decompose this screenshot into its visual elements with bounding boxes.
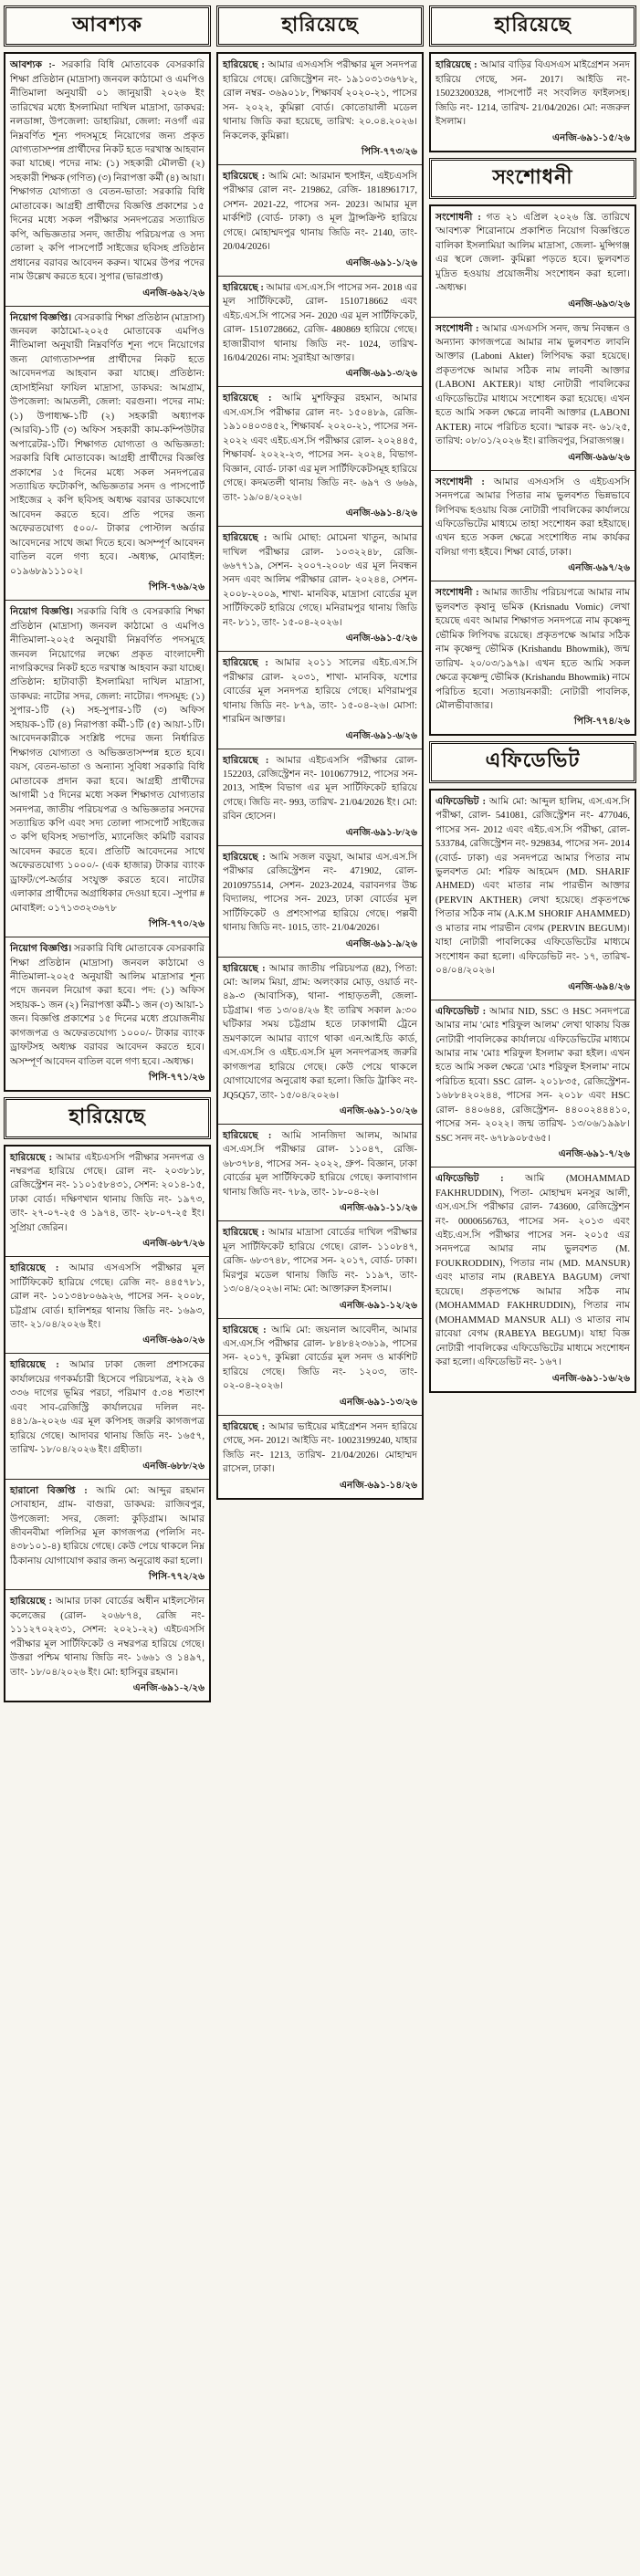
notice [431,206,635,317]
notice-body: আমার এসএসসি পরীক্ষার মূল সনদপত্র হারিয়ে গেছে। রেজিস্ট্রেশন নং- ১৯১০৩১৩৬৭৮২, রোল নম্বর- ৩৬৯০১৮, শিক্ষাবর্ষ ২০২০-২১, পাসের সন- ২০২২, কুমিল্লা বোর্ড। কোতোয়ালী মডেল থানায় জিডি করা হয়েছে, তারিখ: ২০.০৪.২০২৬। নিকলেক, কুমিল্লা। [223,60,417,141]
notice [218,386,422,526]
notice [431,470,635,581]
notice-text [10,1484,205,1569]
notice-text [223,1324,417,1394]
notice-text [435,586,630,713]
notice-body: আমার বাড়ির বিএসএস মাইগ্রেশন সনদ হারিয়ে গেছে, সন- 2017। আইডি নং- 15023200328, পাসপোর্ট নং সংবলিত ফাইলসহ। জিডি নং- 1214, তারিখ- 21/04/2026। মো: নজরুল ইসলাম। [435,60,630,128]
notice-lead: হারিয়েছে : [10,1152,53,1163]
section-header [429,5,636,47]
notice [5,1353,209,1478]
notice-body: বেসরকারি শিক্ষা প্রতিষ্ঠান (মাদ্রাসা) জনবল কাঠামো-২০২৫ মোতাবেক এমপিও নীতিমালা অনুযায়ী নিম্নবর্ণিত শূন্য পদে নিয়োগের জন্য যোগ্যতাসম্পন্ন প্রার্থীদের নিকট হতে আবেদনপত্র আহবান করা যাচ্ছে। প্রতিষ্ঠান: হোসাইনিয়া ফাযিল মাদ্রাসা, ডাকঘর: আমগ্রাম, উপজেলা: আমতলী, জেলা: বরগুনা। পদের নাম: (১) উপাধ্যক্ষ-১টি (২) সহকারী অধ্যাপক (আরবি)-১টি (৩) অফিস সহকারী কাম-কম্পিউটার অপারেটর-১টি। শিক্ষাগত যোগ্যতা ও অভিজ্ঞতা: সরকারি বিধি মোতাবেক। আগ্রহী প্রার্থীদের বিজ্ঞপ্তি প্রকাশের ১৫ দিনের মধ্যে সকল সনদপত্রের সত্যায়িত ফটোকপি, অভিজ্ঞতার সনদ ও পাসপোর্ট সাইজের ২ কপি ছবিসহ অধ্যক্ষ বরাবর ডাকযোগে আবেদন করতে হবে। প্রতি পদের জন্য অফেরতযোগ্য ৫০০/- টাকার পোস্টাল অর্ডার আবেদনের সাথে জমা দিতে হবে। অসম্পূর্ণ আবেদন বাতিল বলে গণ্য হবে। -অধ্যক্ষ, মোবাইল: ০১৯৬৮৯১১১০২। [10,312,205,577]
column-3 [429,5,636,1393]
notice-code: এনজি-৬৮৮/২৬ [142,1461,205,1471]
notice-code: এনজি-৬৯১-১/২৬ [345,257,417,268]
notice-lead: হারিয়েছে : [223,172,266,183]
notice-lead: এফিডেভিট : [435,1006,487,1017]
section-header [4,1097,211,1138]
notice-body: আমি মুশফিকুর রহমান, আমার এস.এস.সি পরীক্ষার রোল নং- ১৫০৪৮৯, রেজি- ১৯১০৪০৩৪৫২, শিক্ষাবর্ষ- ২০২০-২১, পাসের সন- ২০২২ এবং এইচ.এস.সি পরীক্ষার রোল- ২০২৪৪৫, শিক্ষাবর্ষ- ২০২২-২৩, পাসের সন- ২০২৪, বিভাগ- বিজ্ঞান, বোর্ড- ঢাকা এর মূল সার্টিফিকেটসমূহ হারিয়ে গেছে। কদমতলী থানায় জিডি নং- ৬৯৭ ও ৬৬৯, তাং- ১৯/০৪/২০২৬। [223,393,417,503]
notice-text [10,311,205,580]
notice-body: আমার ঢাকা বোর্ডের অধীন মাইলস্টোন কলেজের (রোল- ২০৬৮৭৪, রেজি নং- ১১১২৭০২২৩১, সেশন: ২০২১-২২) এইচএসসি পরীক্ষার মূল সার্টিফিকেট ও নম্বরপত্র হারিয়ে গেছে। উত্তরা পশ্চিম থানায় জিডি নং- ১৬৬১ ও ১৪৯৭, তাং- ১৮/০৪/২০২৬ ইং। মো: হাসিবুর রহমান। [10,1597,205,1678]
column-2 [216,5,424,1500]
notice-code: এনজি-৬৯১-১৬/২৬ [551,1373,630,1384]
notice-lead: হারিয়েছে : [223,852,266,863]
notice-body: আমার NID, SSC ও HSC সনদপত্রে আমার নাম 'মোঃ শরিফুল আলম' লেখা থাকায় বিজ্ঞ নোটারী পাবলিকের কার্যালয়ে এফিডেভিটের মাধ্যমে আমার নাম 'মোঃ শরিফুল ইসলাম' করা হইল। এখন হতে আমি সকল ক্ষেত্রে 'মোঃ শরিফুল ইসলাম' নামে পরিচিত হবো। SSC রোল- ২০১৮৩৫, রেজিস্ট্রেশন- ১৬৮৮৪২০২৪৪, পাসের সন- ২০১৮ এবং HSC রোল- ৪৪০৬৪৪, রেজিস্ট্রেশন- ৪৪০০২৪৪৪১০, পাসের সন- ২০২২। জন্ম তারিখ- ১৩/০৬/১৯৯৮। SSC সনদ নং- ৬৭৮৯০৮৫৬৫। [435,1006,630,1144]
notice [218,1415,422,1498]
notice-lead: হারিয়েছে : [10,1360,59,1371]
notice-text [10,1358,205,1457]
notice-lead: নিয়োগ বিজ্ঞপ্তি। [10,944,72,955]
notice-code: এনজি-৬৯১-১০/২৬ [339,1106,417,1117]
notice-lead: হারিয়েছে : [223,1325,267,1335]
notice-body: আমি সজল বড়ুয়া, আমার এস.এস.সি পরীক্ষার রেজিস্ট্রেশন নং- 471902, রোল- 2010975514, সেশন- 2023-2024, বরাবনগর উচ্চ বিদ্যালয়, পাসের সন- 2023, ঢাকা বোর্ডের মূল সার্টিফিকেট ও প্রশংসাপত্র হারিয়ে গেছে। পল্লবী থানায় জিডি নং- 1015, তাং- 21/04/2026। [223,852,417,934]
notice-lead: হারিয়েছে : [223,755,269,766]
notice-text [435,58,630,129]
notice [218,749,422,845]
notice-body: আমি মো: আরমান হুসাইন, এইচএসসি পরীক্ষার রোল নং- 219862, রেজি- 1818961717, সেশন- 2021-22, পাসের সন- 2023। আমার মূল মার্কশিট (বোর্ড- ঢাকা) ও মূল ট্রান্সক্রিপ্ট হারিয়ে গেছে। মোহাম্মদপুর থানায় জিডি নং- 2140, তাং- 20/04/2026। [223,172,417,253]
notice-group [429,52,636,152]
notice-body: আমি মো: জয়নাল আবেদীন, আমার এস.এস.সি পরীক্ষার রোল- ৮৪৮৪২৩৬১৯, পাসের সন- ২০১৭, কুমিল্লা বোর্ডের মূল সনদ ও মার্কশিট হারিয়ে গেছে। জিডি নং- ১২০৩, তাং- ০২-০৪-২০২৬। [223,1325,417,1392]
notice [218,957,422,1125]
notice-text [435,211,630,296]
notice-code: পিসি-৭৭২/২৬ [148,1572,205,1583]
notice [5,1589,209,1701]
notice-lead: নিয়োগ বিজ্ঞপ্তি। [10,607,74,618]
notice-code: এনজি-৬৯১-৩/২৬ [345,369,417,380]
notice [5,306,209,601]
notice-text [435,1005,630,1147]
notice-code: এনজি-৬৯১-৮/২৬ [345,827,417,838]
notice-text [223,1129,417,1199]
notice-body: আমার মাদ্রাসা বোর্ডের দাখিল পরীক্ষার মূল সার্টিফিকেট হারিয়ে গেছে। রোল- ১১০৮৪৭, রেজি- ৬৮৩৭৪৮, পাসের সন- ২০১৭, বোর্ড- ঢাকা। মিরপুর মডেল থানায় জিডি নং- ১১৯৭, তাং- ১৩/০৪/২০২৬। নাম: মো: আক্তারুল ইসলাম। [223,1228,417,1295]
notice-group [429,204,636,737]
notice-lead: হারিয়েছে : [10,1263,59,1274]
notice-lead: হারিয়েছে : [223,393,272,404]
notice-body: আমার জাতীয় পরিচয়পত্রে আমার নাম ভুলবশত কৃষানু ভমিক (Krisnadu Vomic) লেখা হয়েছে এবং আমার শিক্ষাগত সনদপত্রে নাম কৃষ্ণেন্দু ভৌমিক লিপিবদ্ধ রয়েছে। প্রকৃতপক্ষে আমার সঠিক নাম কৃষ্ণেন্দু ভৌমিক (Krishandu Bhowmik), জন্ম তারিখ- ২০/০৩/১৯৭৯। এখন হতে আমি সকল ক্ষেত্রে কৃষ্ণেন্দু ভৌমিক (Krishandu Bhowmik) নামে পরিচিত হবো। সত্যায়নকারী: নোটারী পাবলিক, মৌলভীবাজার। [435,588,630,711]
notice [5,937,209,1090]
notice [431,54,635,150]
section-header [216,5,424,47]
column-1 [4,5,211,1702]
notice-group [4,52,211,1092]
notice-body: সরকারি বিধি ও বেসরকারি শিক্ষা প্রতিষ্ঠান (মাদ্রাসা) জনবল কাঠামো ও এমপিও নীতিমালা-২০২৫ অনুযায়ী নিম্নবর্ণিত পদসমূহে জনবল নিয়োগের লক্ষ্যে প্রকৃত বাংলাদেশী নাগরিকদের নিকট হতে দরখাস্ত আহবান করা যাচ্ছে। প্রতিষ্ঠান: হাটাবাড়ী ইসলামিয়া দাখিল মাদ্রাসা, ডাকঘর: নাটোর সদর, জেলা: নাটোর। পদসমূহ: (১) সুপার-১টি (২) সহ-সুপার-১টি (৩) অফিস সহায়ক-১টি (৪) নিরাপত্তা কর্মী-১টি (৫) আয়া-১টি। আবেদনকারীকে সংশ্লিষ্ট পদের জন্য নির্ধারিত শিক্ষাগত যোগ্যতা ও অভিজ্ঞতাসম্পন্ন হতে হবে। বয়স, বেতন-ভাতা ও অন্যান্য সুবিধা সরকারি বিধি মোতাবেক প্রদান করা হবে। আগ্রহী প্রার্থীদের আগামী ১৫ দিনের মধ্যে সকল শিক্ষাগত যোগ্যতার সনদপত্র, জাতীয় পরিচয়পত্র ও অভিজ্ঞতার সনদের সত্যায়িত কপি এবং সদ্য তোলা পাসপোর্ট সাইজের ৩ কপি ছবিসহ সভাপতি, ম্যানেজিং কমিটি বরাবর আবেদন করতে হবে। প্রতিটি আবেদনের সাথে অফেরতযোগ্য ১০০০/- (এক হাজার) টাকার ব্যাংক ড্রাফট/পে-অর্ডার সংযুক্ত করতে হবে। নাটোর এলাকার প্রার্থীদের অগ্রাধিকার দেওয়া হবে। -সুপার # মোবাইল: ০১৭১৩৩২৩৬৭৮ [10,607,205,914]
notice-code: পিসি-৭৭১/২৬ [148,1073,205,1084]
notice-lead: সংশোধনী : [435,476,485,487]
notice [431,1167,635,1390]
notice-code: এনজি-৬৯০/২৬ [142,1335,205,1346]
notice-lead: হারিয়েছে : [435,60,477,71]
notice-text [10,1262,205,1332]
notice-text [223,392,417,505]
notice-code: এনজি-৬৯৭/২৬ [568,563,630,574]
notice-code: এনজি-৬৯১-৯/২৬ [345,938,417,949]
notice-text [223,851,417,936]
notice-lead: হারিয়েছে : [10,1597,53,1607]
notice-text [10,58,205,284]
notice-lead: সংশোধনী : [435,588,479,599]
notice-lead: হারিয়েছে : [223,1421,266,1432]
section-header [429,741,636,782]
notice-text [223,1420,417,1477]
notice-code: পিসি-৭৭০/২৬ [148,919,205,930]
notice [218,54,422,164]
section-title: এফিডেভিট [485,749,581,772]
notice-body: আমার এইচএসসি পরীক্ষার রোল- 152203, রেজিস্ট্রেশন নং- 1010677912, পাসের সন- 2013, সাইন্স বিভাগ এর মূল সার্টিফিকেট হারিয়ে গেছে। জিডি নং- 993, তারিখ- 21/04/2026 ইং। মো: রবিন হোসেন। [223,755,417,822]
notice-code: এনজি-৬৮৭/২৬ [142,1239,205,1250]
notice-lead: হারিয়েছে : [223,963,266,974]
notice [218,1124,422,1220]
section-title: হারিয়েছে [281,13,359,36]
notice-body: গত ২১ এপ্রিল ২০২৬ খ্রি. তারিখে 'আবশ্যক' শিরোনামে প্রকাশিত নিয়োগ বিজ্ঞপ্তিতে বালিকা ইসলামিয়া আলিম মাদ্রাসা, জেলা- মুন্সিগঞ্জ এর স্থলে জেলা- কুমিল্লা পড়তে হবে। ভুলবশত মুদ্রিত হওয়ায় প্রয়োজনীয় সংশোধন করা হলো। -অধ্যক্ষ। [435,212,630,294]
notice-body: আমার ভাইয়ের মাইগ্রেশন সনদ হারিয়ে গেছে, সন- 2012। আইডি নং- 10023199240, যাহার জিডি নং- 1213, তারিখ- 21/04/2026। মোহাম্মদ রাসেল, ঢাকা। [223,1421,417,1475]
notice-text [435,322,630,449]
notice-group [429,789,636,1393]
notice-text [223,281,417,366]
section-title: আবশ্যক [72,13,142,36]
notice [5,54,209,305]
notice-code: পিসি-৭৭৪/২৬ [573,717,630,728]
notice-lead: সংশোধনী : [435,212,481,223]
notice-body: আমি (MOHAMMAD FAKHRUDDIN), পিতা- মোহাম্মদ মনসুর আলী, এস.এস.সি পরীক্ষার রোল- 743600, রেজিস্ট্রেশন নং- 0000656763, পাসের সন- ২০১৩ এবং এইচ.এস.সি পরীক্ষার পাসের সন- ২০১৫ এর সনদপত্রে আমার নাম ভুলবশত (M. FOUKRODDIN), পিতার নাম (MD. MANSUR) এবং মাতার নাম (RABEYA BAGUM) লেখা হয়েছে। প্রকৃতপক্ষে আমার সঠিক নাম (MOHAMMAD FAKHRUDDIN), পিতার নাম (MOHAMMAD MANSUR ALI) ও মাতার নাম রাবেয়া বেগম (RABEYA BEGUM)। যাহা বিজ্ঞ নোটারী পাবলিকের এফিডেভিটের মাধ্যমে সংশোধন করা হলো। এফিডেভিট নং- ১৬৭। [435,1174,630,1368]
section-header [4,5,211,47]
notice-body: আমার এসএসসি ও এইচএসসি সনদপত্রে আমার পিতার নাম ভুলবশত ভিন্নভাবে লিপিবদ্ধ হওয়ায় বিজ্ঞ নোটারী পাবলিকের কার্যালয়ে এফিডেভিটের মাধ্যমে তাহা সংশোধন করা হইয়াছে। এখন হতে সকল ক্ষেত্রে সংশোধিত নাম কার্যকর বলিয়া গণ্য হইবে। শিক্ষা বোর্ড, ঢাকা। [435,476,630,558]
notice [218,651,422,748]
notice-body: আমার এস.এস.সি পাসের সন- 2018 এর মূল সার্টিফিকেট, রোল- 1510718662 এবং এইচ.এস.সি পাসের সন- 2020 এর মূল সার্টিফিকেট, রোল- 1510728662, রেজি- 480869 হারিয়ে গেছে। হাজারীবাগ থানায় জিডি নং- 1024, তারিখ- 16/04/2026। নাম: সুরাইয়া আক্তার। [223,282,417,363]
notice-text [223,962,417,1104]
notice-code: এনজি-৬৯১-৬/২৬ [345,730,417,741]
notice-text [223,1226,417,1296]
notice-body: আমি মোছা: মোমেনা খাতুন, আমার দাখিল পরীক্ষার রোল- ১০৩২২৪৮, রেজি- ৬৬৭৭১৯, সেশন- ২০০৭-২০০৮ এর মূল নিবন্ধন সনদ এবং আলিম পরীক্ষার রোল- ২০২৪৪, সেশন- ২০০৮-২০০৯, শাখা- মানবিক, মাদ্রাসা বোর্ডের মূল সার্টিফিকেট হারিয়ে গেছে। মনিরামপুর থানায় জিডি নং- ৮১১, তাং- ১৫-০৪-২০২৬। [223,533,417,628]
notice-body: আমি সানজিদা আলম, আমার এস.এস.সি পরীক্ষার রোল- ১১০৪৭, রেজি- ৬৮৩৭৮৪, পাসের সন- ২০২২, গ্রুপ- বিজ্ঞান, ঢাকা বোর্ডের মূল সার্টিফিকেট হারিয়ে গেছে। কলাবাগান থানায় জিডি নং- ৭৮৯, তাং- ১৮-০৪-২৬। [223,1131,417,1198]
notice-lead: হারিয়েছে : [223,658,268,669]
notice-lead: হারানো বিজ্ঞপ্তি : [10,1485,88,1496]
notice-text [10,1595,205,1680]
notice-text [223,754,417,824]
notice-lead: এফিডেভিট : [435,1174,504,1185]
notice-lead: হারিয়েছে : [223,1228,266,1239]
notice-lead: আবশ্যক :- [10,60,56,71]
notice-code: পিসি-৭৬৯/২৬ [148,582,205,593]
notice-text [435,1172,630,1369]
notice-code: এনজি-৬৯১-১২/২৬ [339,1300,417,1311]
notice-lead: হারিয়েছে : [223,1131,272,1142]
notice-lead: সংশোধনী : [435,323,479,334]
notice-code: এনজি-৬৯১-২/২৬ [132,1683,205,1694]
notice-code: পিসি-৭৭৩/২৬ [361,147,417,158]
notice [5,1147,209,1257]
notice-text [10,605,205,916]
notice-body: আমি মো: আব্দুর রহমান সোবাহান, গ্রাম- বাগুরা, ডাকঘর: রাজিবপুর, উপজেলা: সদর, জেলা: কুড়িগ্রাম। আমার জীবনবীমা পলিসির মূল কাগজপত্র (পলিসি নং- ৪৩৮১০১-৪) হারিয়ে গেছে। কেউ পেয়ে থাকলে নিম্ন ঠিকানায় যোগাযোগ করার জন্য অনুরোধ করা হলো। [10,1485,205,1566]
notice-code: এনজি-৬৯১-১৩/২৬ [339,1397,417,1408]
notice-lead: হারিয়েছে : [223,60,265,71]
notice-text [10,1151,205,1236]
notice-body: আমার ২০১১ সালের এইচ.এস.সি পরীক্ষার রোল- ২০৩১, শাখা- মানবিক, যশোর বোর্ডের মূল সনদপত্র হারিয়ে গেছে। মণিরামপুর থানায় জিডি নং- ৮৭৯, তাং- ১৫-০৪-২৬। মোসা: শারমিন আক্তার। [223,658,417,726]
notice-code: এনজি-৬৯১-১১/২৬ [339,1203,417,1214]
notice-code: এনজি-৬৯১-১৪/২৬ [339,1480,417,1491]
notice-text [223,656,417,727]
notice-body: আমার এসএসসি সনদ, জন্ম নিবন্ধন ও অন্যান্য কাগজপত্রে আমার নাম ভুলবশত লাবনি আক্তার (Laboni Akter) লিপিবদ্ধ করা হয়েছে। প্রকৃতপক্ষে আমার সঠিক নাম লাবনী আক্তার (LABONI AKTER)। যাহা নোটারী পাবলিকের এফিডেভিটের মাধ্যমে সংশোধন করা হয়েছে। এখন হতে আমি সকল ক্ষেত্রে লাবনী আক্তার (LABONI AKTER) নামে পরিচিত হবো। স্মারক নং- ৬১/২৫, তারিখ: ০৮/০১/২০২৬ ইং। রাজিবপুর, সিরাজগঞ্জ। [435,323,630,447]
notice [218,276,422,387]
notice-text [223,170,417,255]
notice-code: এনজি-৬৯১-৫/২৬ [345,634,417,644]
notice [5,600,209,937]
notice-group [4,1145,211,1703]
notice [431,791,635,1000]
notice-code: এনজি-৬৯৪/২৬ [568,981,630,992]
notice [431,581,635,734]
notice-text [435,476,630,560]
notice-body: আমার জাতীয় পরিচয়পত্র (82), পিতা: মো: আলম মিয়া, গ্রাম: অলংকার মোড়, ওয়ার্ড নং- ৪৯-৩ (আবাসিক), থানা- পাহাড়তলী, জেলা- চট্টগ্রাম। গত ১৩/০৪/২৬ ইং তারিখ সকাল ৯:৩০ ঘটিকার সময় চট্টগ্রাম হতে ঢাকাগামী ট্রেনে ভ্রমণকালে আমার ব্যাগে থাকা এন.আই.ডি কার্ড, এস.এস.সি ও এইচ.এস.সি মূল সনদপত্রসহ জরুরি কাগজপত্র হারিয়ে গেছে। কেউ পেয়ে থাকলে যোগাযোগের অনুরোধ করা হলো। জিডি ট্রাকিং নং- JQ5Q57, তাং- ১৫/০৪/২০২৬। [223,963,417,1101]
notice [5,1479,209,1590]
notice-code: এনজি-৬৯২/২৬ [142,288,205,298]
section-title: হারিয়েছে [494,13,572,36]
notice-code: এনজি-৬৯১-৪/২৬ [345,508,417,519]
notice [218,845,422,957]
notice-body: আমার ঢাকা জেলা প্রশাসকের কার্যালয়ের গণকর্মচারী হিসেবে পরিচয়পত্র, ২২৯ ও ৩৩৬ দাগের ভূমির পরচা, পরিমাণ ৫.৩৪ শতাংশ এবং সাব-রেজিস্ট্রি কার্যালয়ের দলিল নং- ৪৪১/৯-২০২৬ এর মূল কপিসহ জরুরি কাগজপত্র হারিয়ে গেছে। আদাবর থানায় জিডি নং- ১৬৫৭, তারিখ- ১৮/০৪/২০২৬ ইং। গ্রহীতা। [10,1360,205,1456]
notice-text [10,942,205,1069]
notice [431,1000,635,1168]
notice [5,1256,209,1353]
notice-lead: হারিয়েছে : [223,533,268,544]
notice-code: এনজি-৬৯৬/২৬ [568,452,630,463]
notice-code: এনজি-৬৯১-৭/২৬ [558,1149,630,1160]
notice-text [435,795,630,979]
notice-lead: নিয়োগ বিজ্ঞপ্তি। [10,312,72,323]
notice-lead: হারিয়েছে : [223,282,264,293]
notice-body: সরকারি বিধি মোতাবেক বেসরকারি শিক্ষা প্রতিষ্ঠান (মাদ্রাসা) জনবল কাঠামো ও এমপিও নীতিমালা অনুযায়ী ০১ জানুয়ারী ২০২৬ ইং তারিখের মধ্যে ইসলামিয়া দাখিল মাদ্রাসা, ডাকঘর: নলডাঙ্গা, উপজেলা: ডাহারিয়া, জেলা: নওগাঁ এর নিম্নবর্ণিত শূন্য পদসমূহে নিয়োগের জন্য প্রকৃত যোগ্যতাসম্পন্ন প্রার্থীদের নিকট হতে দরখাস্ত আহবান করা যাচ্ছে। পদের নাম: (১) সহকারী মৌলভী (২) সহকারী শিক্ষক (গণিত) (৩) নিরাপত্তা কর্মী (৪) আয়া। শিক্ষাগত যোগ্যতা ও বেতন-ভাতা: সরকারি বিধি মোতাবেক। আগ্রহী প্রার্থীদের বিজ্ঞপ্তি প্রকাশের ১৫ দিনের মধ্যে সকল পরীক্ষার সনদপত্রের সত্যায়িত কপি, অভিজ্ঞতার সনদ, জাতীয় পরিচয়পত্র ও সদ্য তোলা ২ কপি পাসপোর্ট সাইজের ছবিসহ প্রতিষ্ঠান প্রধানের বরাবর আবেদন করুন। খামের উপর পদের নাম উল্লেখ করতে হবে। সুপার (ভারপ্রাপ্ত) [10,60,205,283]
notice-text [223,531,417,630]
notice-body: সরকারি বিধি মোতাবেক বেসরকারি শিক্ষা প্রতিষ্ঠান (মাদ্রাসা) জনবল কাঠামো ও নীতিমালা-২০২৫ অনুযায়ী আলিম মাদ্রাসার শূন্য পদে জনবল নিয়োগ করা হবে। পদ: (১) অফিস সহায়ক-১ জন (২) নিরাপত্তা কর্মী-১ জন (৩) আয়া-১ জন। বিজ্ঞপ্তি প্রকাশের ১৫ দিনের মধ্যে প্রয়োজনীয় কাগজপত্র ও অফেরতযোগ্য ১০০০/- টাকার ব্যাংক ড্রাফটসহ অধ্যক্ষ বরাবর আবেদন করতে হবে। অসম্পূর্ণ আবেদন বাতিল বলে গণ্য হবে। -অধ্যক্ষ। [10,944,205,1067]
notice-group [216,52,424,1499]
notice-body: আমার এসএসসি পরীক্ষার মূল সার্টিফিকেট হারিয়ে গেছে। রেজি নং- ৪৪৫৭৮১, রোল নং- ১০১৩৪৮০৬৯২৬, পাসের সন- ২০০৮, চট্টগ্রাম বোর্ড। হালিশহর থানায় জিডি নং- ১৬৯৩, তাং- ২১/০৪/২০২৬ ইং। [10,1263,205,1331]
notice-code: এনজি-৬৯১-১৫/২৬ [551,132,630,143]
notice [218,1220,422,1317]
notice-code: এনজি-৬৯৩/২৬ [568,298,630,309]
notice-text [223,58,417,143]
section-header [429,158,636,199]
section-title: হারিয়েছে [68,1105,146,1128]
notice [431,317,635,470]
notice-body: আমার এইচএসসি পরীক্ষার সনদপত্র ও নম্বরপত্র হারিয়ে গেছে। রোল নং- ২০৩৮১৮, রেজিস্ট্রেশন নং- ১১০১৫৮৪৩১, সেশন: ২০১৪-১৫, ঢাকা বোর্ড। দক্ষিণখান থানায় জিডি নং- ১৯৭৩, তাং- ২৭-০৭-২৫ ও ১৯৭৪, তাং- ২৮-০৭-২৫ ইং। সুপ্রিয়া জেরিন। [10,1152,205,1233]
notice-body: আমি মো: আব্দুল হালিম, এস.এস.সি পরীক্ষা, রোল- 541081, রেজিস্ট্রেশন নং- 477046, পাসের সন- 2012 এবং এইচ.এস.সি পরীক্ষা, রোল- 533784, রেজিস্ট্রেশন নং- 929834, পাসের সন- 2014 (বোর্ড- ঢাকা) এর সনদপত্রে আমার পিতার নাম ভুলবশত মো: শরিফ আহমেদ (MD. SHARIF AHMED) এবং মাতার নাম পারভীন আক্তার (PERVIN AKTHER) লেখা হয়েছে। প্রকৃতপক্ষে পিতার সঠিক নাম (A.K.M SHORIF AHAMMED) ও মাতার নাম পারভীন বেগম (PERVIN BEGUM)। যাহা নোটারী পাবলিকের এফিডেভিটের মাধ্যমে সংশোধন করা হলো। এফিডেভিট নং- ১৭, তারিখ- ০৪/০৪/২০২৬। [435,796,630,977]
notice [218,526,422,651]
notice [218,1318,422,1415]
section-title: সংশোধনী [492,164,573,188]
notice [218,164,422,276]
notice-lead: এফিডেভিট : [435,796,486,807]
